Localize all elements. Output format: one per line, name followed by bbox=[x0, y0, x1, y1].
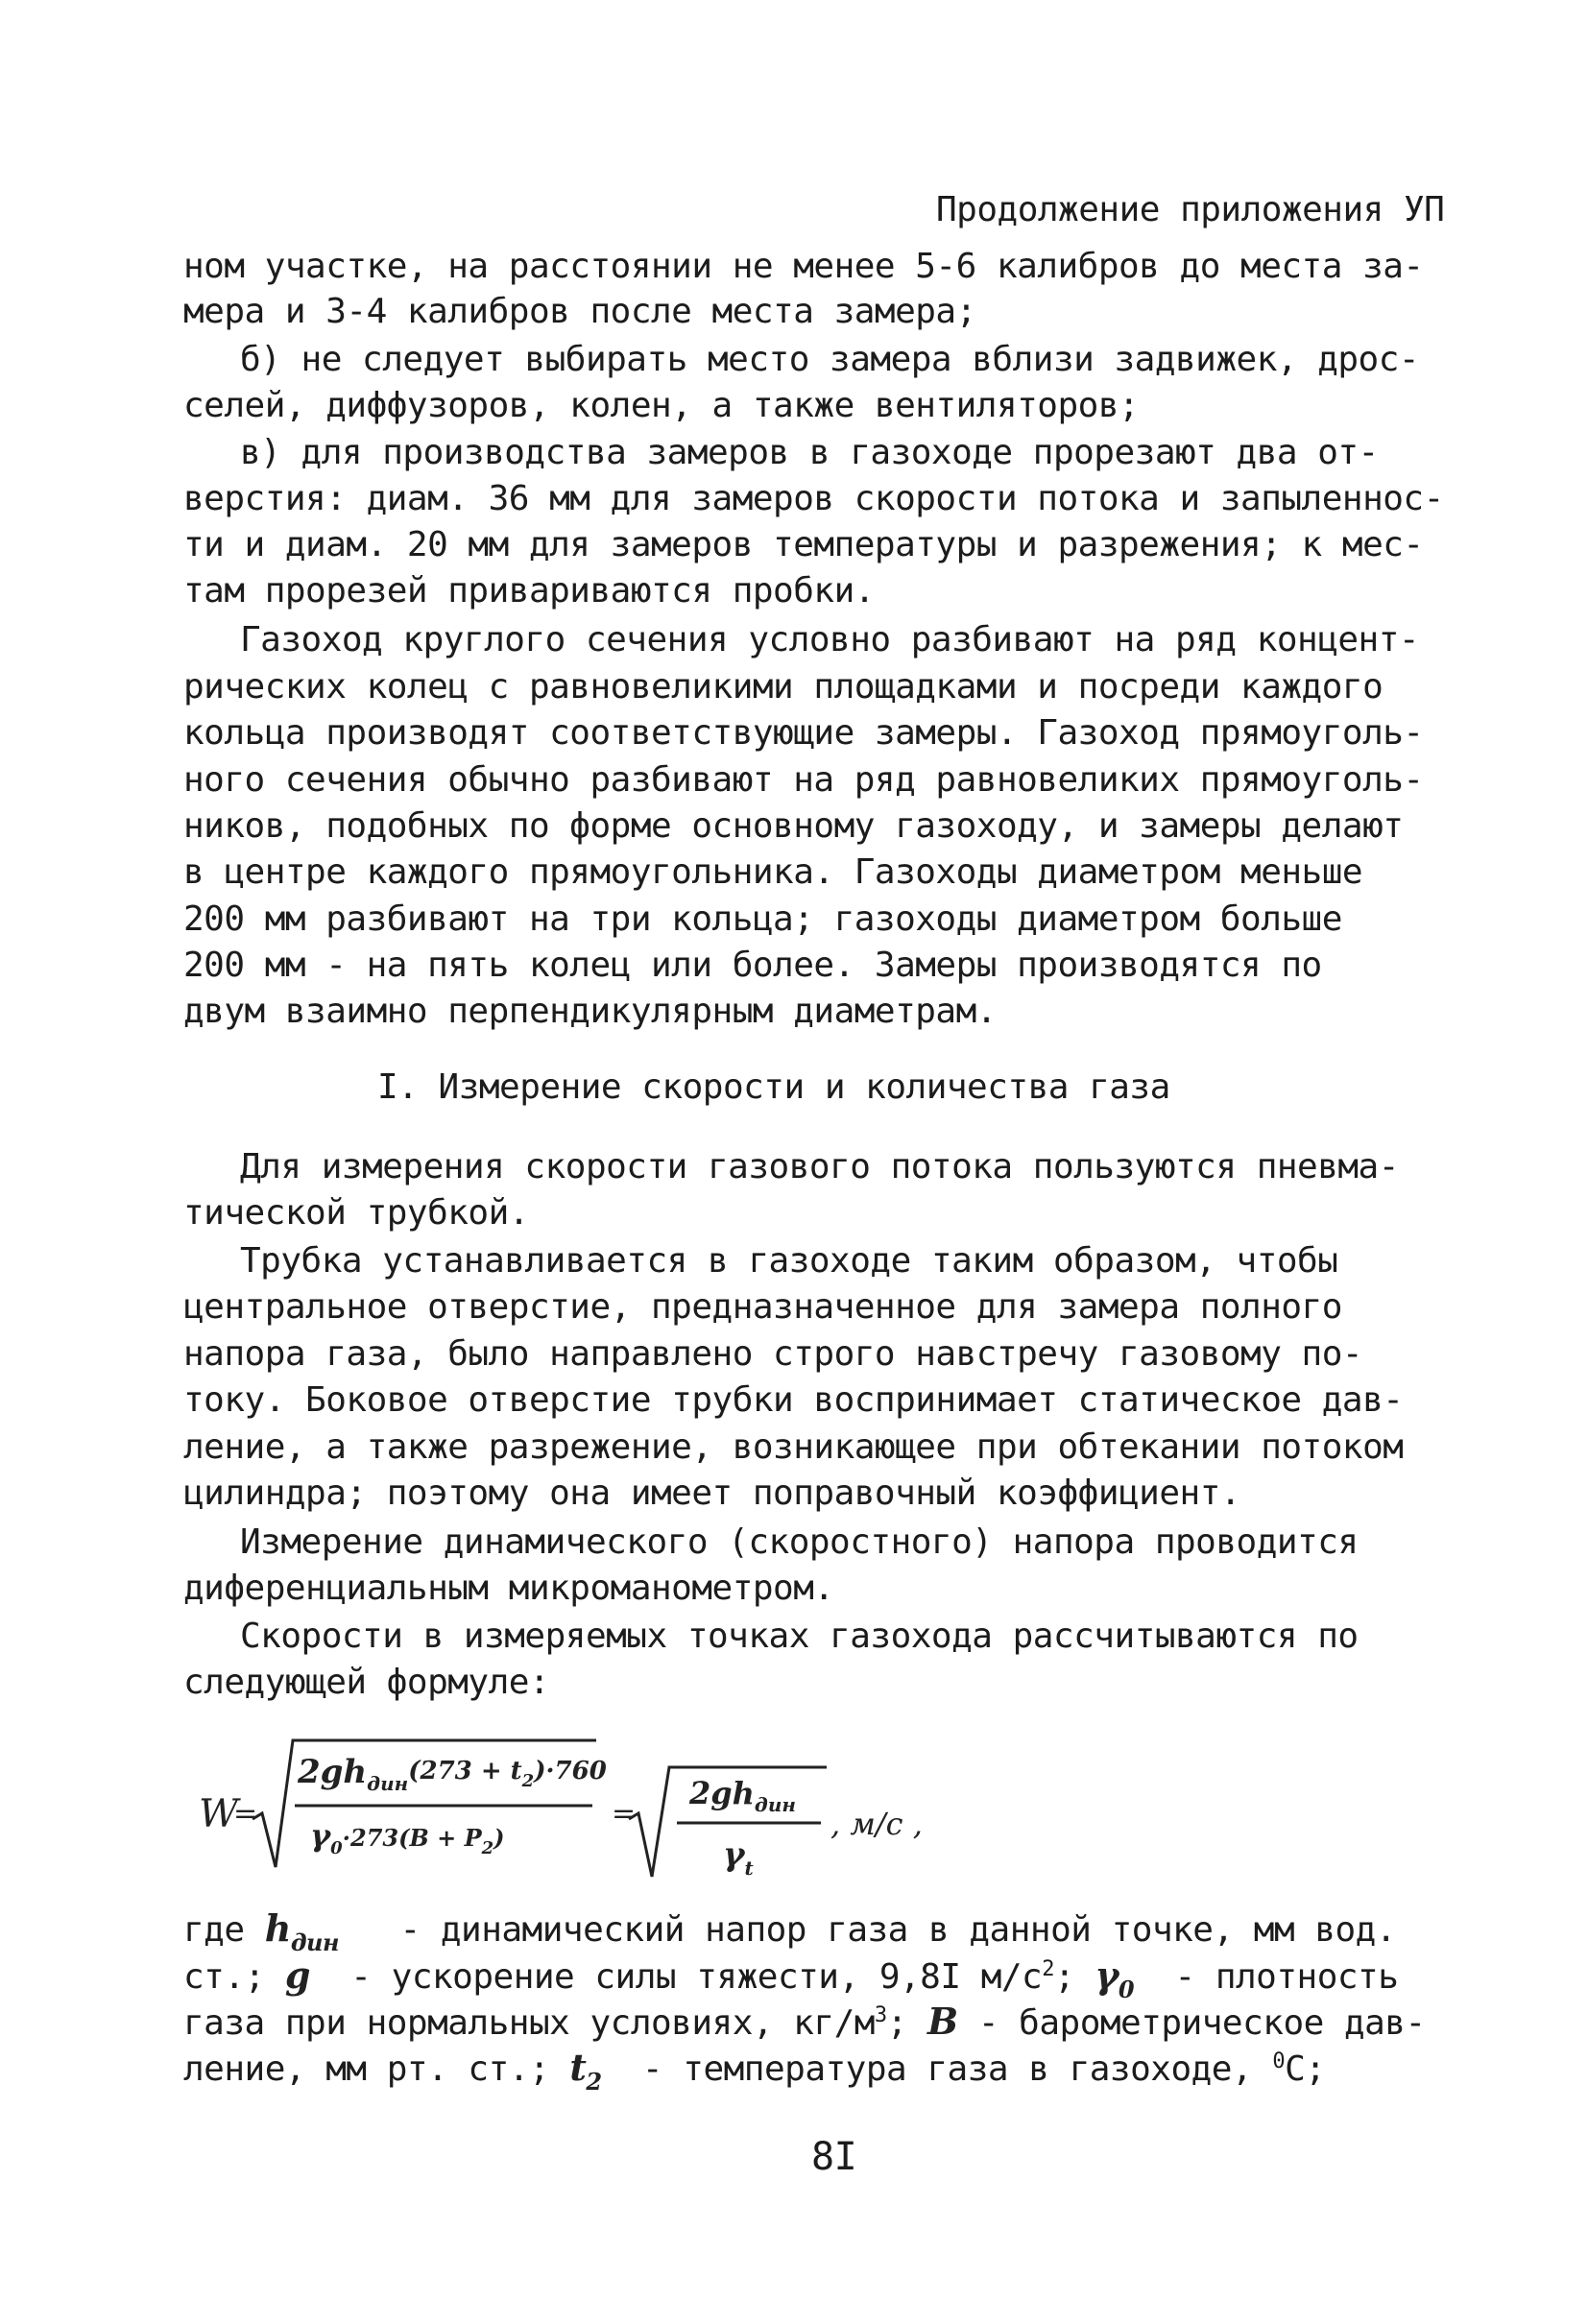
page-number: 8I bbox=[811, 2135, 857, 2179]
text-line: рических колец с равновеликими площадками и посреди каждого bbox=[183, 667, 1383, 707]
text-line: там прорезей привариваются пробки. bbox=[183, 571, 875, 611]
section-heading: I. Измерение скорости и количества газа bbox=[377, 1067, 1170, 1107]
text-line: селей, диффузоров, колен, а также вентиляторов; bbox=[183, 386, 1140, 425]
text-line: Газоход круглого сечения условно разбивают на ряд концент- bbox=[240, 620, 1420, 659]
running-header: Продолжение приложения УП bbox=[936, 190, 1445, 229]
text-line: верстия: диам. 36 мм для замеров скорости потока и запыленнос- bbox=[183, 479, 1444, 518]
text-line: ном участке, на расстоянии не менее 5-6 калибров до места за- bbox=[183, 247, 1424, 286]
denominator-1: $\gamma_0^{\cdot 273(B + P}_2^)$ bbox=[310, 1817, 505, 1858]
formula-equals-2: = bbox=[612, 1797, 637, 1831]
text-line: кольца производят соответствующие замеры. Газоход прямоуголь- bbox=[183, 713, 1424, 753]
text-line: ти и диам. 20 мм для замеров температуры и разрежения; к мес- bbox=[183, 525, 1424, 564]
text-line: Для измерения скорости газового потока пользуются пневма- bbox=[240, 1147, 1399, 1186]
text-line: напора газа, было направлено строго навстречу газовому по- bbox=[183, 1334, 1363, 1374]
denominator-2: $\gamma_t$ bbox=[723, 1835, 754, 1880]
text-line: 200 мм разбивают на три кольца; газоходы диаметром больше bbox=[183, 899, 1342, 939]
formula-w: W bbox=[199, 1792, 239, 1836]
numerator-2: $2gh_{дин}$ bbox=[689, 1775, 796, 1816]
text-line: диференциальным микроманометром. bbox=[183, 1569, 834, 1608]
legend-line: газа при нормальных условиях, $кг/м^3$; B - барометрическое дав- bbox=[183, 2000, 1426, 2043]
text-line: б) не следует выбирать место замера вблизи задвижек, дрос- bbox=[240, 340, 1420, 379]
formula-unit: , м/с , bbox=[830, 1806, 923, 1842]
velocity-formula bbox=[197, 1723, 1003, 1891]
text-line: следующей формуле: bbox=[183, 1663, 550, 1702]
text-line: ного сечения обычно разбивают на ряд равновеликих прямоуголь- bbox=[183, 760, 1424, 800]
text-line: цилиндра; поэтому она имеет поправочный коэффициент. bbox=[183, 1473, 1241, 1513]
text-line: 200 мм - на пять колец или более. Замеры производятся по bbox=[183, 946, 1322, 985]
legend-line: ление, мм рт. ст.; $t_2$ - температура газа в газоходе, $^0$С; bbox=[183, 2046, 1326, 2096]
text-line: ление, а также разрежение, возникающее при обтекании потоком bbox=[183, 1427, 1404, 1467]
formula-equals: = bbox=[233, 1797, 258, 1831]
text-line: Скорости в измеряемых точках газохода рассчитываются по bbox=[240, 1617, 1359, 1656]
legend-line: ст.; g - ускорение силы тяжести, 9,8I $м/с^2$; $\gamma_0$ - плотность bbox=[183, 1953, 1399, 2003]
text-line: Трубка устанавливается в газоходе таким образом, чтобы bbox=[240, 1241, 1338, 1281]
text-line: Измерение динамического (скоростного) напора проводится bbox=[240, 1522, 1359, 1562]
text-line: в) для производства замеров в газоходе прорезают два от- bbox=[240, 433, 1379, 472]
numerator-1: $2gh_{дин}^{(273 + t}_2^{)\cdot 760}$ bbox=[298, 1753, 607, 1795]
text-line: в центре каждого прямоугольника. Газоходы диаметром меньше bbox=[183, 852, 1363, 892]
text-line: центральное отверстие, предназначенное для замера полного bbox=[183, 1287, 1342, 1327]
text-line: двум взаимно перпендикулярным диаметрам. bbox=[183, 992, 997, 1031]
text-line: току. Боковое отверстие трубки воспринимает статическое дав- bbox=[183, 1380, 1404, 1420]
text-line: мера и 3-4 калибров после места замера; bbox=[183, 292, 976, 331]
text-line: ников, подобных по форме основному газоходу, и замеры делают bbox=[183, 806, 1404, 846]
text-line: тической трубкой. bbox=[183, 1193, 529, 1233]
legend-line: где $h_{дин}$ - динамический напор газа в данной точке, мм вод. bbox=[183, 1906, 1397, 1956]
